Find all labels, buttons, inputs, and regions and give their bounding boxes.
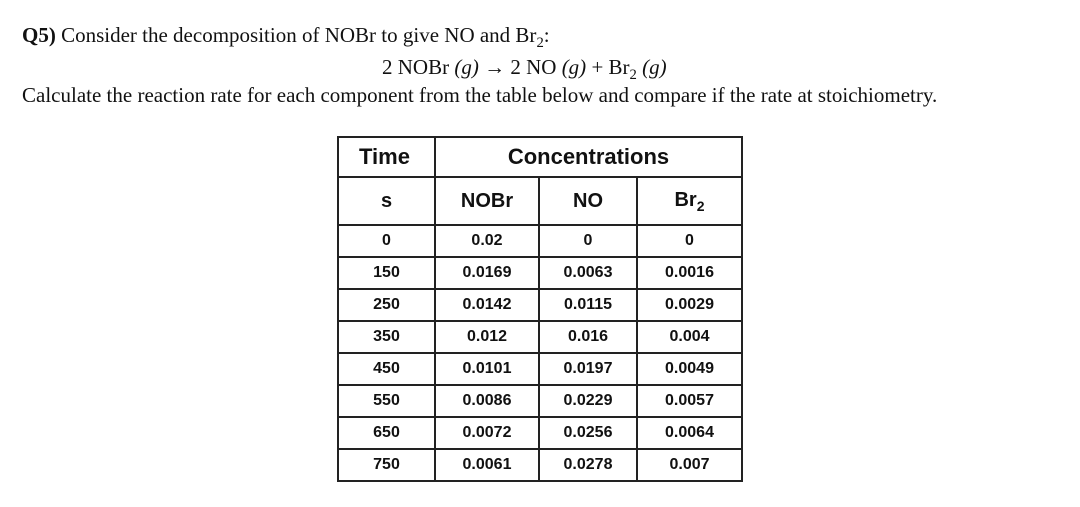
question-subscript: 2: [536, 35, 544, 52]
equation-reactant: 2 NOBr: [382, 55, 455, 79]
nobr-cell: 0.0142: [435, 289, 539, 321]
no-cell: 0.0256: [539, 417, 637, 449]
nobr-cell: 0.012: [435, 321, 539, 353]
nobr-cell: 0.02: [435, 225, 539, 257]
equation-phase-3: (g): [642, 55, 667, 79]
table-row: [338, 257, 742, 289]
br2-cell: 0.0064: [637, 417, 742, 449]
table-row: [338, 289, 742, 321]
time-cell: 350: [338, 321, 435, 353]
no-cell: 0: [539, 225, 637, 257]
time-cell: 450: [338, 353, 435, 385]
no-header: NO: [539, 177, 637, 225]
br2-base: Br: [674, 188, 697, 211]
time-unit: s: [338, 177, 435, 225]
concentration-table: [337, 136, 743, 482]
table-subheader-row: [338, 177, 742, 225]
time-cell: 0: [338, 225, 435, 257]
nobr-header: NOBr: [435, 177, 539, 225]
nobr-cell: 0.0072: [435, 417, 539, 449]
nobr-cell: 0.0086: [435, 385, 539, 417]
table-body: [338, 225, 742, 481]
instruction-text: Calculate the reaction rate for each component from the table below and compare if the rate at stoichiometry.: [22, 83, 938, 107]
br2-cell: 0.0057: [637, 385, 742, 417]
question-heading: [22, 22, 550, 56]
equation-arrow-product: → 2 NO: [478, 55, 562, 79]
br2-header: [637, 177, 742, 225]
equation-plus-br: + Br: [586, 55, 630, 79]
equation-phase-2: (g): [561, 55, 587, 79]
question-colon: :: [543, 23, 550, 47]
time-cell: 550: [338, 385, 435, 417]
nobr-cell: 0.0169: [435, 257, 539, 289]
no-cell: 0.0229: [539, 385, 637, 417]
br2-cell: 0.0016: [637, 257, 742, 289]
question-text: Consider the decomposition of NOBr to give NO and Br: [55, 23, 537, 47]
table-row: [338, 353, 742, 385]
table-row: [338, 321, 742, 353]
table-row: [338, 385, 742, 417]
time-cell: 250: [338, 289, 435, 321]
no-cell: 0.016: [539, 321, 637, 353]
concentrations-header: Concentrations: [435, 137, 742, 177]
no-cell: 0.0278: [539, 449, 637, 481]
no-cell: 0.0115: [539, 289, 637, 321]
no-cell: 0.0197: [539, 353, 637, 385]
br2-cell: 0.0049: [637, 353, 742, 385]
nobr-cell: 0.0061: [435, 449, 539, 481]
equation-subscript: 2: [629, 67, 637, 84]
br2-cell: 0: [637, 225, 742, 257]
time-cell: 750: [338, 449, 435, 481]
br2-cell: 0.004: [637, 321, 742, 353]
equation-phase-1: (g): [454, 55, 479, 79]
time-cell: 650: [338, 417, 435, 449]
br2-cell: 0.0029: [637, 289, 742, 321]
table-row: [338, 225, 742, 257]
time-cell: 150: [338, 257, 435, 289]
table-header-row: [338, 137, 742, 177]
nobr-cell: 0.0101: [435, 353, 539, 385]
br2-cell: 0.007: [637, 449, 742, 481]
table-row: [338, 417, 742, 449]
time-header: Time: [338, 137, 435, 177]
question-number: Q5): [22, 23, 56, 47]
table-row: [338, 449, 742, 481]
br2-subscript: 2: [696, 197, 705, 214]
no-cell: 0.0063: [539, 257, 637, 289]
